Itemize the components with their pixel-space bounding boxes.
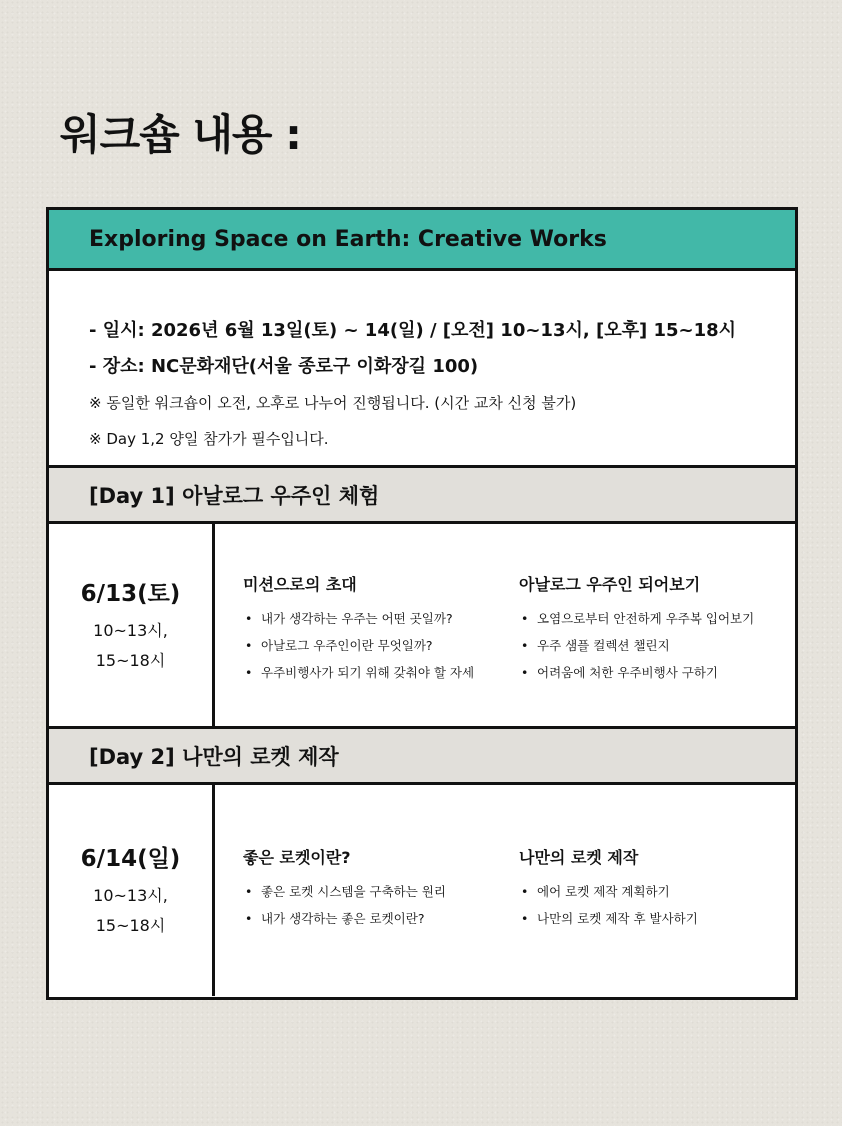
- day-time: 15~18시: [95, 650, 166, 670]
- day-time: 15~18시: [95, 916, 166, 935]
- day-row: [49, 785, 795, 996]
- activity-item: • 우주비행사가 되기 위해 갖춰야 할 자세: [243, 659, 519, 686]
- activity-item: • 나만의 로켓 제작 후 발사하기: [519, 905, 795, 932]
- date-column: [49, 785, 215, 996]
- activity-item: • 내가 생각하는 우주는 어떤 곳일까?: [243, 605, 519, 632]
- day-date: 6/14(일): [80, 846, 181, 872]
- day-date: 6/13(토): [80, 580, 181, 607]
- day-header: [Day 2] 나만의 로켓 제작: [49, 729, 795, 785]
- workshop-board: [46, 207, 798, 1000]
- activity-item: • 좋은 로켓 시스템을 구축하는 원리: [243, 878, 519, 905]
- page-title: 워크숍 내용 :: [60, 110, 301, 159]
- day-row: [49, 524, 795, 729]
- activity-title: 나만의 로켓 제작: [519, 848, 639, 867]
- activities-column: [215, 524, 795, 726]
- note-line: ※ Day 1,2 양일 참가가 필수입니다.: [89, 430, 329, 448]
- date-line: - 일시: 2026년 6월 13일(토) ~ 14(일) / [오전] 10~13시, [오후] 15~18시: [89, 320, 737, 341]
- activity-item: • 오염으로부터 안전하게 우주복 입어보기: [519, 605, 795, 632]
- date-column: [49, 524, 215, 726]
- activity-block: [243, 572, 519, 726]
- activity-title: 좋은 로켓이란?: [243, 848, 351, 867]
- day-time: 10~13시,: [93, 620, 168, 640]
- note-line: ※ 동일한 워크숍이 오전, 오후로 나누어 진행됩니다. (시간 교차 신청 불가): [89, 394, 577, 412]
- activity-title: 아날로그 우주인 되어보기: [519, 575, 701, 594]
- activity-title: 미션으로의 초대: [243, 575, 357, 594]
- activity-block: [519, 845, 795, 996]
- info-section: [49, 271, 795, 468]
- day-time: 10~13시,: [93, 886, 168, 905]
- activity-item: • 아날로그 우주인이란 무엇일까?: [243, 632, 519, 659]
- activity-block: [519, 572, 795, 726]
- activity-item: • 에어 로켓 제작 계획하기: [519, 878, 795, 905]
- activity-item: • 어려움에 처한 우주비행사 구하기: [519, 659, 795, 686]
- activities-column: [215, 785, 795, 996]
- activity-block: [243, 845, 519, 996]
- workshop-title: Exploring Space on Earth: Creative Works: [49, 210, 795, 271]
- day-header: [Day 1] 아날로그 우주인 체험: [49, 468, 795, 524]
- activity-item: • 내가 생각하는 좋은 로켓이란?: [243, 905, 519, 932]
- place-line: - 장소: NC문화재단(서울 종로구 이화장길 100): [89, 356, 479, 377]
- activity-item: • 우주 샘플 컬렉션 챌린지: [519, 632, 795, 659]
